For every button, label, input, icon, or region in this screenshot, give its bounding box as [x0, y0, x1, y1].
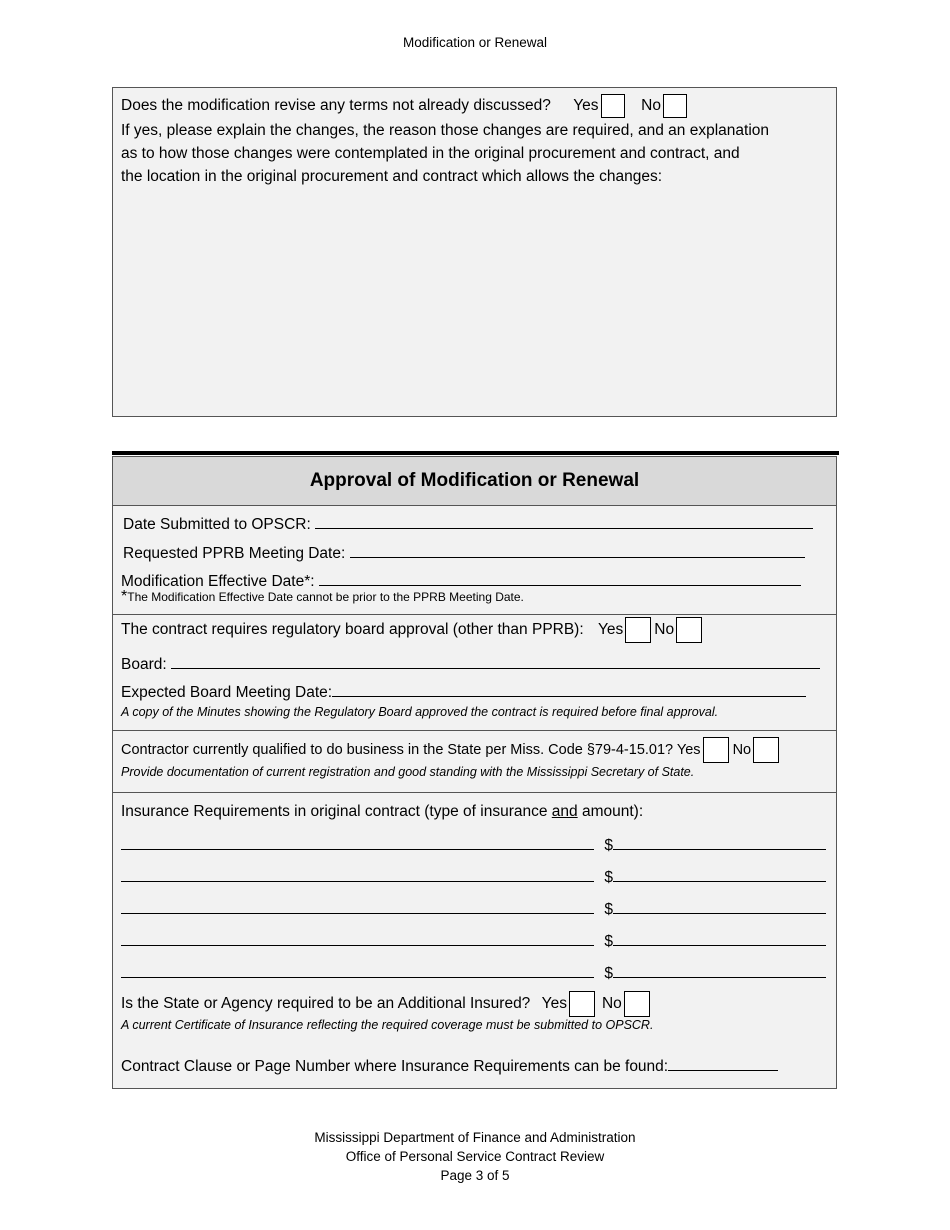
regulatory-divider	[113, 614, 836, 615]
explain-line-3: the location in the original procurement and contract which allows the changes:	[121, 168, 663, 185]
contract-clause-row	[121, 1056, 778, 1076]
date-submitted-label: Date Submitted to OPSCR:	[123, 516, 311, 533]
insurance-type-field[interactable]	[121, 931, 594, 946]
regulatory-no-checkbox[interactable]	[676, 617, 702, 643]
modification-no-label: No	[641, 97, 661, 115]
insurance-row	[121, 835, 826, 855]
footnote-star: *	[121, 588, 128, 605]
insurance-heading-post: amount):	[577, 803, 644, 820]
insurance-row	[121, 931, 826, 951]
certificate-note: A current Certificate of Insurance reflecting the required coverage must be submitted to OPSCR.	[121, 1018, 654, 1032]
insurance-type-field[interactable]	[121, 867, 594, 882]
contractor-divider	[113, 730, 836, 731]
modification-no-checkbox[interactable]	[663, 94, 687, 118]
additional-insured-row	[121, 991, 656, 1017]
modification-section	[112, 87, 837, 417]
board-field[interactable]	[171, 654, 820, 669]
insurance-type-field[interactable]	[121, 963, 594, 978]
pprb-date-label: Requested PPRB Meeting Date:	[123, 545, 346, 562]
regulatory-note: A copy of the Minutes showing the Regulatory Board approved the contract is required before final approval.	[121, 705, 719, 719]
date-submitted-row	[123, 514, 813, 534]
insurance-heading-pre: Insurance Requirements in original contract (type of insurance	[121, 803, 552, 820]
additional-insured-yes-checkbox[interactable]	[569, 991, 595, 1017]
explanation-textarea[interactable]	[121, 193, 826, 408]
insurance-amount-field[interactable]	[613, 867, 826, 882]
section-divider-bar	[112, 451, 839, 455]
regulatory-no-label: No	[654, 621, 675, 639]
board-row	[121, 654, 820, 674]
insurance-amount-field[interactable]	[613, 931, 826, 946]
dollar-sign: $	[604, 901, 613, 918]
approval-section	[112, 456, 837, 1089]
insurance-row	[121, 963, 826, 983]
contractor-yes-checkbox[interactable]	[703, 737, 729, 763]
contractor-yes-label: Yes	[676, 741, 701, 758]
insurance-heading-and: and	[551, 803, 578, 820]
modification-question: Does the modification revise any terms not already discussed?	[121, 97, 551, 115]
insurance-row	[121, 867, 826, 887]
modification-question-row	[121, 94, 693, 118]
dollar-sign: $	[604, 965, 613, 982]
footer-page-number: Page 3 of 5	[440, 1168, 510, 1183]
contractor-no-label: No	[732, 741, 752, 758]
footer-department: Mississippi Department of Finance and Administration	[314, 1130, 636, 1145]
dollar-sign: $	[604, 869, 613, 886]
approval-title: Approval of Modification or Renewal	[113, 457, 836, 506]
contractor-question: Contractor currently qualified to do business in the State per Miss. Code §79-4-15.01?	[121, 741, 674, 758]
contractor-question-row	[121, 737, 785, 763]
contract-clause-label: Contract Clause or Page Number where Insurance Requirements can be found:	[121, 1058, 669, 1075]
insurance-heading	[121, 803, 643, 821]
additional-insured-yes-label: Yes	[541, 995, 567, 1013]
insurance-type-field[interactable]	[121, 835, 594, 850]
footer-office: Office of Personal Service Contract Review	[345, 1149, 605, 1164]
dollar-sign: $	[604, 933, 613, 950]
insurance-row	[121, 899, 826, 919]
contractor-note: Provide documentation of current registration and good standing with the Mississippi Secretary of State.	[121, 765, 695, 779]
explain-line-2: as to how those changes were contemplated in the original procurement and contract, and	[121, 145, 740, 162]
pprb-date-row	[123, 543, 805, 563]
footnote-text: The Modification Effective Date cannot be prior to the PPRB Meeting Date.	[127, 590, 524, 604]
regulatory-question-row	[121, 617, 708, 643]
modification-yes-checkbox[interactable]	[601, 94, 625, 118]
board-label: Board:	[121, 656, 167, 673]
insurance-amount-field[interactable]	[613, 963, 826, 978]
effective-date-label: Modification Effective Date*:	[121, 573, 315, 590]
date-submitted-field[interactable]	[315, 514, 813, 529]
board-meeting-row	[121, 682, 806, 702]
additional-insured-question: Is the State or Agency required to be an Additional Insured?	[121, 995, 531, 1013]
dollar-sign: $	[604, 837, 613, 854]
insurance-type-field[interactable]	[121, 899, 594, 914]
additional-insured-no-checkbox[interactable]	[624, 991, 650, 1017]
page-footer	[0, 1128, 950, 1185]
board-meeting-field[interactable]	[332, 682, 806, 697]
modification-yes-label: Yes	[573, 97, 599, 115]
regulatory-yes-label: Yes	[598, 621, 624, 639]
contract-clause-field[interactable]	[668, 1056, 778, 1071]
explain-line-1: If yes, please explain the changes, the reason those changes are required, and an explanation	[121, 122, 770, 139]
page-header: Modification or Renewal	[402, 35, 548, 50]
pprb-date-field[interactable]	[350, 543, 805, 558]
insurance-amount-field[interactable]	[613, 899, 826, 914]
additional-insured-no-label: No	[601, 995, 622, 1013]
effective-date-footnote	[121, 588, 524, 606]
board-meeting-label: Expected Board Meeting Date:	[121, 684, 333, 701]
effective-date-field[interactable]	[319, 571, 801, 586]
regulatory-question: The contract requires regulatory board approval (other than PPRB):	[121, 621, 584, 639]
regulatory-yes-checkbox[interactable]	[625, 617, 651, 643]
contractor-no-checkbox[interactable]	[753, 737, 779, 763]
insurance-amount-field[interactable]	[613, 835, 826, 850]
insurance-divider	[113, 792, 836, 793]
